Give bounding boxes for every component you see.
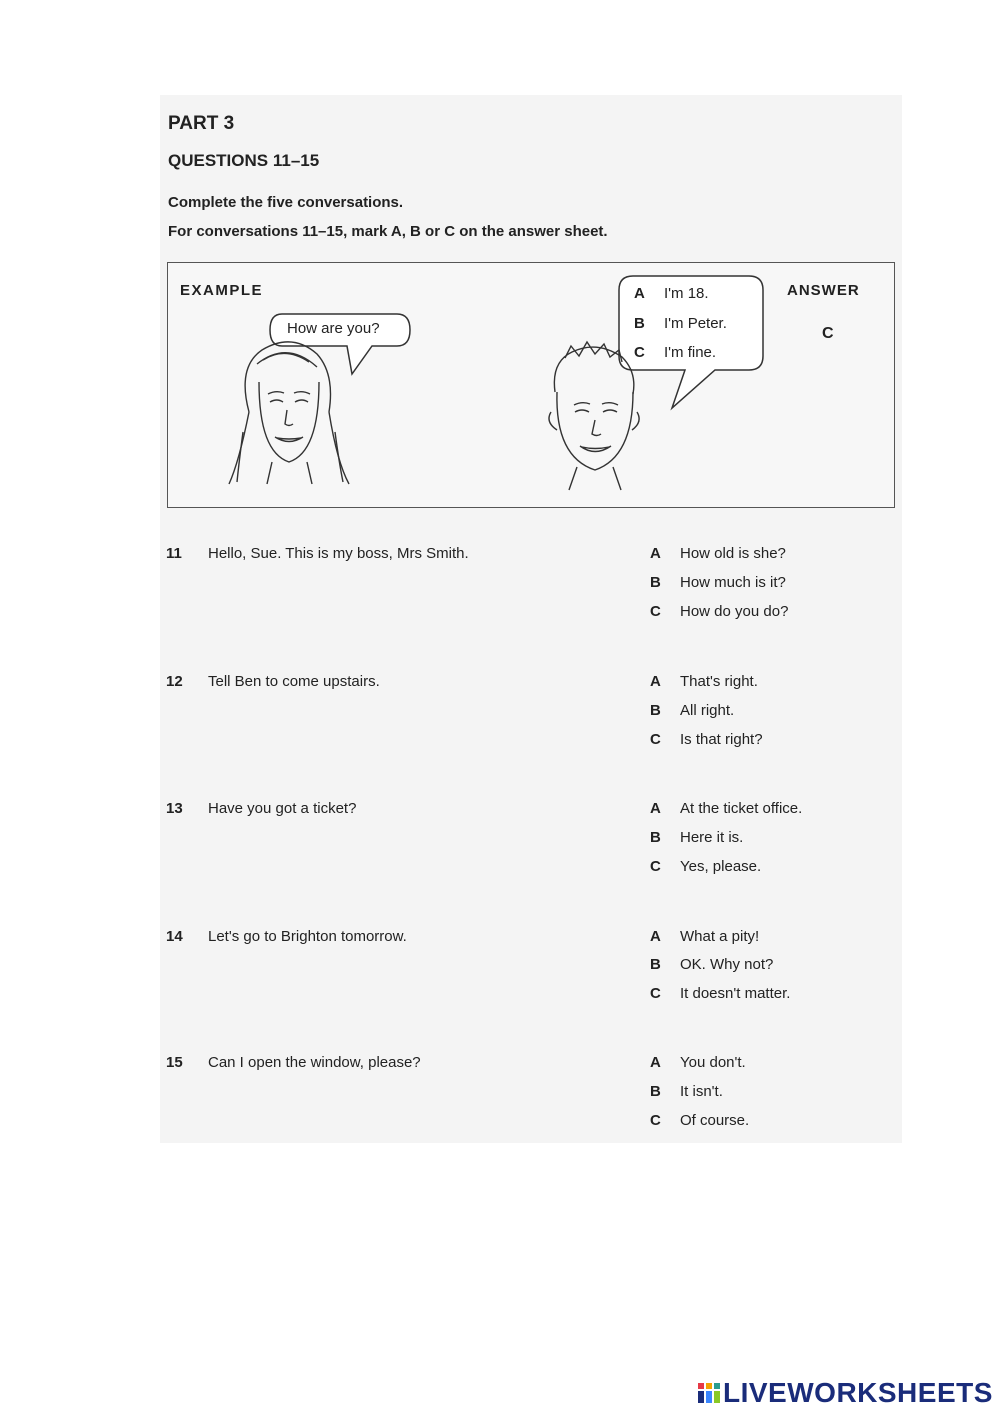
question-13-option-c[interactable] bbox=[650, 858, 761, 875]
question-15-option-a[interactable] bbox=[650, 1054, 746, 1071]
answer-value: C bbox=[822, 325, 834, 342]
option-text: That's right. bbox=[680, 673, 758, 690]
brand-name: LIVEWORKSHEETS bbox=[723, 1377, 993, 1408]
option-letter: A bbox=[650, 545, 661, 562]
question-text: Tell Ben to come upstairs. bbox=[208, 673, 380, 690]
option-letter: A bbox=[650, 928, 661, 945]
question-11 bbox=[166, 545, 469, 562]
option-text: How old is she? bbox=[680, 545, 786, 562]
option-letter: C bbox=[650, 731, 661, 748]
worksheet-page bbox=[160, 95, 902, 1143]
question-14-option-b[interactable] bbox=[650, 956, 773, 973]
question-number: 14 bbox=[166, 928, 183, 945]
option-letter: B bbox=[650, 574, 661, 591]
question-13-option-a[interactable] bbox=[650, 800, 802, 817]
option-text: How do you do? bbox=[680, 603, 789, 620]
question-text: Have you got a ticket? bbox=[208, 800, 357, 817]
question-text: Hello, Sue. This is my boss, Mrs Smith. bbox=[208, 545, 469, 562]
option-text: All right. bbox=[680, 702, 735, 719]
instruction-text: Complete the five conversations. bbox=[168, 194, 404, 211]
woman-face-drawing bbox=[229, 342, 349, 484]
question-14-option-a[interactable] bbox=[650, 928, 759, 945]
question-15 bbox=[166, 1054, 421, 1071]
option-text: Yes, please. bbox=[680, 858, 762, 875]
example-speech-text: How are you? bbox=[287, 320, 380, 337]
option-text: Is that right? bbox=[680, 731, 763, 748]
option-text: I'm 18. bbox=[664, 285, 709, 302]
question-14 bbox=[166, 928, 407, 945]
example-option-a bbox=[634, 285, 709, 302]
option-text: I'm Peter. bbox=[664, 315, 727, 332]
question-12-option-a[interactable] bbox=[650, 673, 758, 690]
question-13 bbox=[166, 800, 356, 817]
option-text: I'm fine. bbox=[664, 344, 717, 361]
question-12-option-c[interactable] bbox=[650, 731, 763, 748]
question-11-option-a[interactable] bbox=[650, 545, 786, 562]
questions-title: QUESTIONS 11–15 bbox=[168, 151, 320, 170]
option-letter: A bbox=[650, 673, 661, 690]
question-text: Let's go to Brighton tomorrow. bbox=[208, 928, 407, 945]
question-number: 15 bbox=[166, 1054, 183, 1071]
question-15-option-c[interactable] bbox=[650, 1112, 749, 1129]
part-title: PART 3 bbox=[168, 113, 235, 134]
question-number: 13 bbox=[166, 800, 183, 817]
option-text: What a pity! bbox=[680, 928, 760, 945]
option-letter: B bbox=[650, 829, 661, 846]
question-number: 11 bbox=[166, 545, 182, 562]
option-text: Of course. bbox=[680, 1112, 750, 1129]
option-letter: C bbox=[650, 858, 661, 875]
option-text: How much is it? bbox=[680, 574, 786, 591]
question-11-option-c[interactable] bbox=[650, 603, 788, 620]
option-letter: C bbox=[650, 603, 661, 620]
option-text: At the ticket office. bbox=[680, 800, 803, 817]
option-text: Here it is. bbox=[680, 829, 744, 846]
instruction-text-answer-sheet: For conversations 11–15, mark A, B or C on the answer sheet. bbox=[168, 223, 608, 240]
option-letter: A bbox=[634, 285, 645, 302]
liveworksheets-brand[interactable] bbox=[697, 1378, 993, 1408]
option-letter: B bbox=[650, 702, 661, 719]
option-text: It doesn't matter. bbox=[680, 985, 791, 1002]
option-letter: B bbox=[634, 315, 645, 332]
option-text: OK. Why not? bbox=[680, 956, 774, 973]
option-text: You don't. bbox=[680, 1054, 746, 1071]
example-option-c bbox=[634, 344, 716, 361]
question-12 bbox=[166, 673, 380, 690]
question-number: 12 bbox=[166, 673, 183, 690]
option-letter: A bbox=[650, 800, 661, 817]
question-text: Can I open the window, please? bbox=[208, 1054, 421, 1071]
question-14-option-c[interactable] bbox=[650, 985, 790, 1002]
liveworksheets-logo-icon bbox=[697, 1381, 721, 1405]
option-letter: C bbox=[650, 985, 661, 1002]
option-letter: B bbox=[650, 1083, 661, 1100]
example-option-b bbox=[634, 315, 727, 332]
option-text: It isn't. bbox=[680, 1083, 723, 1100]
option-letter: B bbox=[650, 956, 661, 973]
option-letter: C bbox=[650, 1112, 661, 1129]
example-label: EXAMPLE bbox=[180, 282, 264, 299]
question-12-option-b[interactable] bbox=[650, 702, 734, 719]
option-letter: C bbox=[634, 344, 645, 361]
example-illustration bbox=[167, 262, 895, 508]
answer-label: ANSWER bbox=[787, 282, 860, 299]
question-11-option-b[interactable] bbox=[650, 574, 786, 591]
question-13-option-b[interactable] bbox=[650, 829, 743, 846]
option-letter: A bbox=[650, 1054, 661, 1071]
question-15-option-b[interactable] bbox=[650, 1083, 723, 1100]
